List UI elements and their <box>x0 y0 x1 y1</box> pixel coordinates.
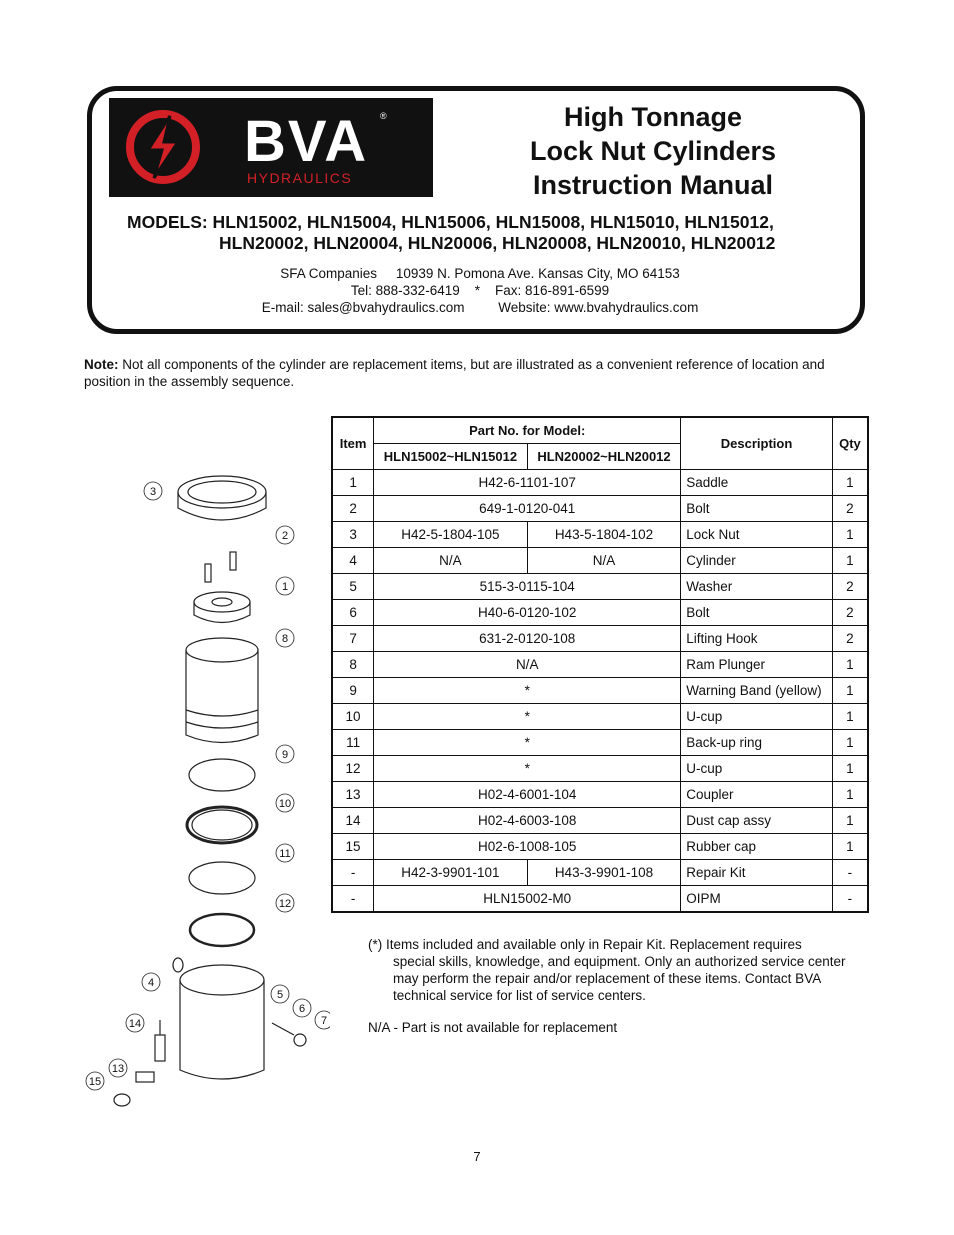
cell-qty: - <box>832 886 868 913</box>
cell-qty: 1 <box>832 808 868 834</box>
model-list <box>127 212 775 254</box>
table-row <box>332 652 868 678</box>
cell-description: Cylinder <box>681 548 833 574</box>
cell-part-no-20: N/A <box>527 548 681 574</box>
cell-qty: 2 <box>832 574 868 600</box>
table-row <box>332 782 868 808</box>
note-text: Not all components of the cylinder are replacement items, but are illustrated as a convenient reference of location and position in the assembly sequence. <box>84 357 825 389</box>
cell-item: 10 <box>332 704 374 730</box>
bva-logo <box>109 98 433 197</box>
cell-qty: 2 <box>832 496 868 522</box>
fax: Fax: 816-891-6599 <box>495 283 610 298</box>
callout-label: 12 <box>278 898 292 910</box>
cell-item: 4 <box>332 548 374 574</box>
email: E-mail: sales@bvahydraulics.com <box>261 300 465 315</box>
cell-qty: - <box>832 860 868 886</box>
table-row <box>332 834 868 860</box>
cell-qty: 1 <box>832 756 868 782</box>
table-row <box>332 522 868 548</box>
na-note: N/A - Part is not available for replacement <box>368 1020 618 1035</box>
callout-label: 10 <box>278 798 292 810</box>
cell-item: - <box>332 860 374 886</box>
cell-part-no: * <box>374 678 681 704</box>
cell-qty: 1 <box>832 522 868 548</box>
table-row <box>332 470 868 496</box>
cell-qty: 1 <box>832 652 868 678</box>
table-row <box>332 548 868 574</box>
cell-description: Bolt <box>681 496 833 522</box>
manual-title <box>480 100 826 202</box>
cell-qty: 1 <box>832 704 868 730</box>
separator: * <box>474 283 481 298</box>
brand-name: BVA <box>244 109 369 174</box>
callout-label: 14 <box>128 1018 142 1030</box>
col-header-item: Item <box>332 417 374 470</box>
callout-label: 11 <box>279 848 291 860</box>
cell-description: Bolt <box>681 600 833 626</box>
callout-label: 9 <box>281 749 289 761</box>
cell-qty: 1 <box>832 834 868 860</box>
brand-subtitle: HYDRAULICS <box>247 170 353 186</box>
cell-part-no: * <box>374 704 681 730</box>
cell-item: 12 <box>332 756 374 782</box>
cell-part-no-15: H42-5-1804-105 <box>374 522 528 548</box>
callout-label: 6 <box>298 1003 306 1015</box>
table-row <box>332 808 868 834</box>
cell-part-no: N/A <box>374 652 681 678</box>
cell-part-no: * <box>374 730 681 756</box>
note-label: Note: <box>84 357 119 372</box>
cell-qty: 1 <box>832 470 868 496</box>
cell-description: Warning Band (yellow) <box>681 678 833 704</box>
cell-description: Ram Plunger <box>681 652 833 678</box>
cell-description: Saddle <box>681 470 833 496</box>
cell-part-no-15: H42-3-9901-101 <box>374 860 528 886</box>
table-row <box>332 626 868 652</box>
cell-description: OIPM <box>681 886 833 913</box>
col-header-model-15: HLN15002~HLN15012 <box>374 444 528 470</box>
cell-part-no: H40-6-0120-102 <box>374 600 681 626</box>
cell-part-no-20: H43-3-9901-108 <box>527 860 681 886</box>
cell-item: 5 <box>332 574 374 600</box>
phone: Tel: 888-332-6419 <box>350 283 460 298</box>
cell-item: 11 <box>332 730 374 756</box>
table-row <box>332 574 868 600</box>
cell-part-no-15: N/A <box>374 548 528 574</box>
company-address: 10939 N. Pomona Ave. Kansas City, MO 64153 <box>395 266 680 281</box>
cell-item: 8 <box>332 652 374 678</box>
callout-label: 4 <box>147 977 155 989</box>
footnote-line-1: (*) Items included and available only in Repair Kit. Replacement requires <box>368 937 802 952</box>
callout-label: 3 <box>149 486 157 498</box>
models-line-1: MODELS: HLN15002, HLN15004, HLN15006, HLN15008, HLN15010, HLN15012, <box>127 212 774 232</box>
col-header-qty: Qty <box>832 417 868 470</box>
footnote-line-4: technical service for list of service centers. <box>393 988 646 1003</box>
cell-part-no: H02-6-1008-105 <box>374 834 681 860</box>
cell-item: 6 <box>332 600 374 626</box>
cell-qty: 1 <box>832 730 868 756</box>
models-line-2: HLN20002, HLN20004, HLN20006, HLN20008, HLN20010, HLN20012 <box>219 233 776 253</box>
cell-description: Coupler <box>681 782 833 808</box>
page-number: 7 <box>473 1149 481 1164</box>
cell-part-no-20: H43-5-1804-102 <box>527 522 681 548</box>
cell-description: Lock Nut <box>681 522 833 548</box>
registered-mark: ® <box>380 111 387 121</box>
title-line-1: High Tonnage <box>564 102 742 132</box>
cell-qty: 2 <box>832 600 868 626</box>
col-header-partno: Part No. for Model: <box>374 417 681 444</box>
callout-label: 7 <box>320 1015 328 1027</box>
cell-part-no: H02-4-6003-108 <box>374 808 681 834</box>
cell-description: Rubber cap <box>681 834 833 860</box>
callout-label: 13 <box>111 1063 125 1075</box>
callout-label: 8 <box>281 633 289 645</box>
cell-part-no: 649-1-0120-041 <box>374 496 681 522</box>
cell-item: 1 <box>332 470 374 496</box>
cell-item: 7 <box>332 626 374 652</box>
cell-item: 9 <box>332 678 374 704</box>
callout-label: 5 <box>276 989 284 1001</box>
table-row <box>332 704 868 730</box>
cell-description: U-cup <box>681 704 833 730</box>
cell-item: 15 <box>332 834 374 860</box>
footnote-line-2: special skills, knowledge, and equipment. Only an authorized service center <box>393 954 846 969</box>
table-row <box>332 730 868 756</box>
cell-description: Dust cap assy <box>681 808 833 834</box>
callout-label: 15 <box>88 1076 102 1088</box>
table-row <box>332 496 868 522</box>
cell-qty: 2 <box>832 626 868 652</box>
table-row <box>332 678 868 704</box>
cell-part-no: HLN15002-M0 <box>374 886 681 913</box>
table-row <box>332 860 868 886</box>
cell-part-no: 631-2-0120-108 <box>374 626 681 652</box>
table-row <box>332 886 868 913</box>
cell-description: Lifting Hook <box>681 626 833 652</box>
title-line-2: Lock Nut Cylinders <box>529 136 777 166</box>
cell-description: Back-up ring <box>681 730 833 756</box>
col-header-model-20: HLN20002~HLN20012 <box>527 444 681 470</box>
table-row <box>332 756 868 782</box>
note-paragraph <box>84 356 874 390</box>
cell-part-no: H02-4-6001-104 <box>374 782 681 808</box>
cell-item: 3 <box>332 522 374 548</box>
contact-info <box>240 265 720 316</box>
footnote-line-3: may perform the repair and/or replacement of these items. Contact BVA <box>393 971 822 986</box>
cell-part-no: H42-6-1101-107 <box>374 470 681 496</box>
cell-description: U-cup <box>681 756 833 782</box>
callout-label: 2 <box>281 530 289 542</box>
website: Website: www.bvahydraulics.com <box>498 300 699 315</box>
cell-qty: 1 <box>832 548 868 574</box>
cell-description: Washer <box>681 574 833 600</box>
cell-qty: 1 <box>832 678 868 704</box>
cell-item: 14 <box>332 808 374 834</box>
cell-part-no: 515-3-0115-104 <box>374 574 681 600</box>
company-name: SFA Companies <box>280 266 378 281</box>
cell-item: 2 <box>332 496 374 522</box>
title-line-3: Instruction Manual <box>532 170 773 200</box>
cell-item: 13 <box>332 782 374 808</box>
col-header-description: Description <box>681 417 833 470</box>
lightning-logo-icon <box>124 108 202 186</box>
table-row <box>332 600 868 626</box>
callout-label: 1 <box>281 581 289 593</box>
cell-qty: 1 <box>832 782 868 808</box>
exploded-parts-diagram <box>80 460 330 1120</box>
cell-description: Repair Kit <box>681 860 833 886</box>
repair-kit-footnote <box>368 936 868 1004</box>
parts-table <box>331 416 869 913</box>
cell-item: - <box>332 886 374 913</box>
cell-part-no: * <box>374 756 681 782</box>
